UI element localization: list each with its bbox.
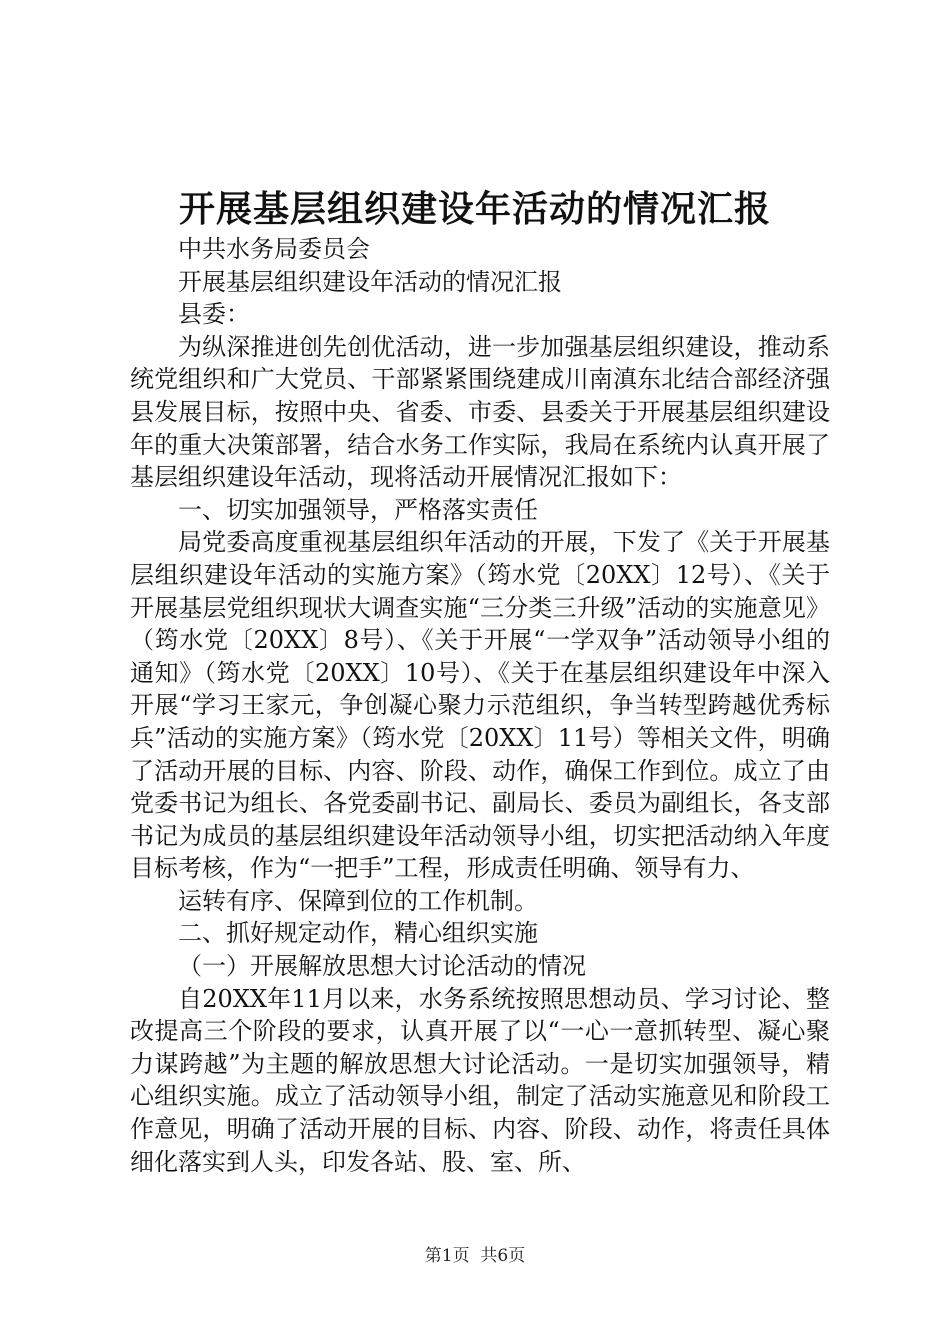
page-footer [0, 1244, 950, 1268]
intro-paragraph: 为纵深推进创先创优活动，进一步加强基层组织建设，推动系统党组织和广大党员、干部紧紧围绕建成川南滇东北结合部经济强县发展目标，按照中央、省委、市委、县委关于开展基层组织建设年的重大决策部署，结合水务工作实际，我局在系统内认真开展了基层组织建设年活动，现将活动开展情况汇报如下： [130, 332, 830, 492]
section-1-paragraph-continued: 运转有序、保障到位的工作机制。 [178, 886, 538, 915]
subsection-heading-2-1: （一）开展解放思想大讨论活动的情况 [178, 952, 586, 981]
footer-spacer [470, 1246, 481, 1266]
page-number: 第1页 [424, 1246, 470, 1266]
section-heading-1: 一、切实加强领导，严格落实责任 [178, 495, 538, 524]
issuer-line: 中共水务局委员会 [178, 235, 370, 263]
report-subtitle: 开展基层组织建设年活动的情况汇报 [178, 267, 562, 296]
salutation: 县委： [178, 300, 250, 329]
page-total: 共6页 [480, 1246, 526, 1266]
section-heading-2: 二、抓好规定动作，精心组织实施 [178, 919, 538, 948]
document-title: 开展基层组织建设年活动的情况汇报 [178, 188, 771, 230]
document-body [130, 233, 830, 1178]
subsection-2-1-paragraph: 自20XX年11月以来，水务系统按照思想动员、学习讨论、整改提高三个阶段的要求，认真开展了以“一心一意抓转型、凝心聚力谋跨越”为主题的解放思想大讨论活动。一是切实加强领导，精心组织实施。成立了活动领导小组，制定了活动实施意见和阶段工作意见，明确了活动开展的目标、内容、阶段、动作，将责任具体细化落实到人头，印发各站、股、室、所、 [130, 984, 830, 1176]
section-1-paragraph: 局党委高度重视基层组织年活动的开展，下发了《关于开展基层组织建设年活动的实施方案》（筠水党〔20XX〕12号）、《关于开展基层党组织现状大调查实施“三分类三升级”活动的实施意见》（筠水党〔20XX〕8号）、《关于开展“一学双争”活动领导小组的通知》（筠水党〔20XX〕10号）、《关于在基层组织建设年中深入开展“学习王家元，争创凝心聚力示范组织，争当转型跨越优秀标兵”活动的实施方案》（筠水党〔20XX〕11号）等相关文件，明确了活动开展的目标、内容、阶段、动作，确保工作到位。成立了由党委书记为组长、各党委副书记、副局长、委员为副组长，各支部书记为成员的基层组织建设年活动领导小组，切实把活动纳入年度目标考核，作为“一把手”工程，形成责任明确、领导有力、 [130, 528, 830, 883]
